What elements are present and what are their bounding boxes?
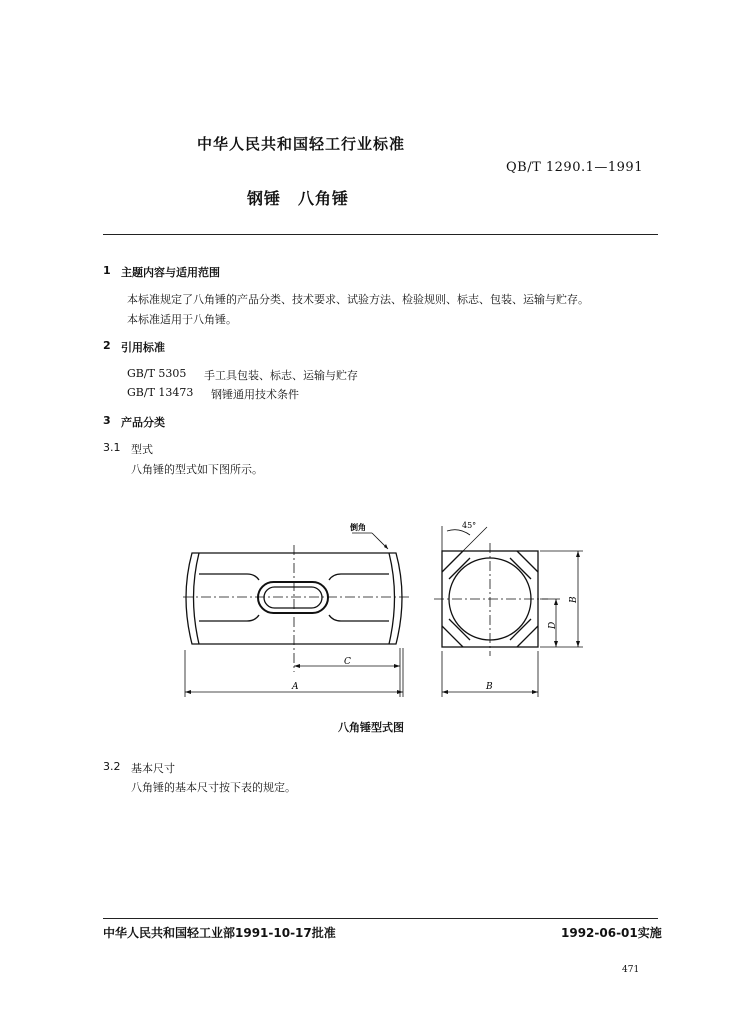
- lower-right-facet: [329, 615, 389, 621]
- figure-caption: 八角锤型式图: [338, 721, 404, 734]
- section-1-number: 1: [103, 264, 111, 277]
- section-3-number: 3: [103, 414, 111, 427]
- dimension-b-bottom-label: B: [486, 682, 493, 692]
- dimension-a-label: A: [292, 682, 299, 692]
- section-3-2-title: 基本尺寸: [131, 762, 175, 775]
- upper-left-facet: [199, 574, 259, 580]
- section-3-2-number: 3.2: [103, 760, 121, 773]
- section-1-paragraph-2: 本标准适用于八角锤。: [127, 313, 237, 326]
- angle-45-line: [463, 527, 487, 551]
- section-1-title: 主题内容与适用范围: [121, 266, 220, 279]
- implementation-date: 1992-06-01实施: [561, 926, 662, 940]
- reference-code-2: GB/T 13473: [127, 386, 194, 399]
- page-number: 471: [622, 965, 640, 975]
- left-end-face: [194, 553, 200, 644]
- section-2-number: 2: [103, 339, 111, 352]
- reference-code-1: GB/T 5305: [127, 367, 187, 380]
- section-2-title: 引用标准: [121, 341, 165, 354]
- upper-right-facet: [329, 574, 389, 580]
- approval-info: 中华人民共和国轻工业部1991-10-17批准: [103, 926, 336, 940]
- dimension-d-label: D: [548, 621, 558, 629]
- section-3-1-text: 八角锤的型式如下图所示。: [131, 463, 263, 476]
- section-3-title: 产品分类: [121, 416, 165, 429]
- document-title: 钢锤 八角锤: [247, 189, 350, 208]
- eye-slot-inner: [264, 587, 322, 608]
- reference-name-2: 钢锤通用技术条件: [211, 388, 299, 401]
- standard-org-title: 中华人民共和国轻工行业标准: [197, 135, 406, 153]
- chamfer-label: 倒角: [350, 522, 366, 532]
- footer-divider: [103, 918, 658, 919]
- section-3-1-title: 型式: [131, 443, 153, 456]
- right-end-face: [389, 553, 395, 644]
- angle-45-arc: [447, 530, 470, 535]
- lower-left-facet: [199, 615, 259, 621]
- section-3-2-text: 八角锤的基本尺寸按下表的规定。: [131, 781, 296, 794]
- reference-name-1: 手工具包装、标志、运输与贮存: [204, 369, 358, 382]
- section-1-paragraph-1: 本标准规定了八角锤的产品分类、技术要求、试验方法、检验规则、标志、包装、运输与贮存。: [127, 293, 589, 306]
- dimension-c-label: C: [344, 657, 351, 667]
- standard-code: QB/T 1290.1—1991: [506, 160, 643, 175]
- dimension-b-side-label: B: [569, 596, 579, 603]
- angle-label: 45°: [462, 521, 477, 530]
- section-3-1-number: 3.1: [103, 441, 121, 454]
